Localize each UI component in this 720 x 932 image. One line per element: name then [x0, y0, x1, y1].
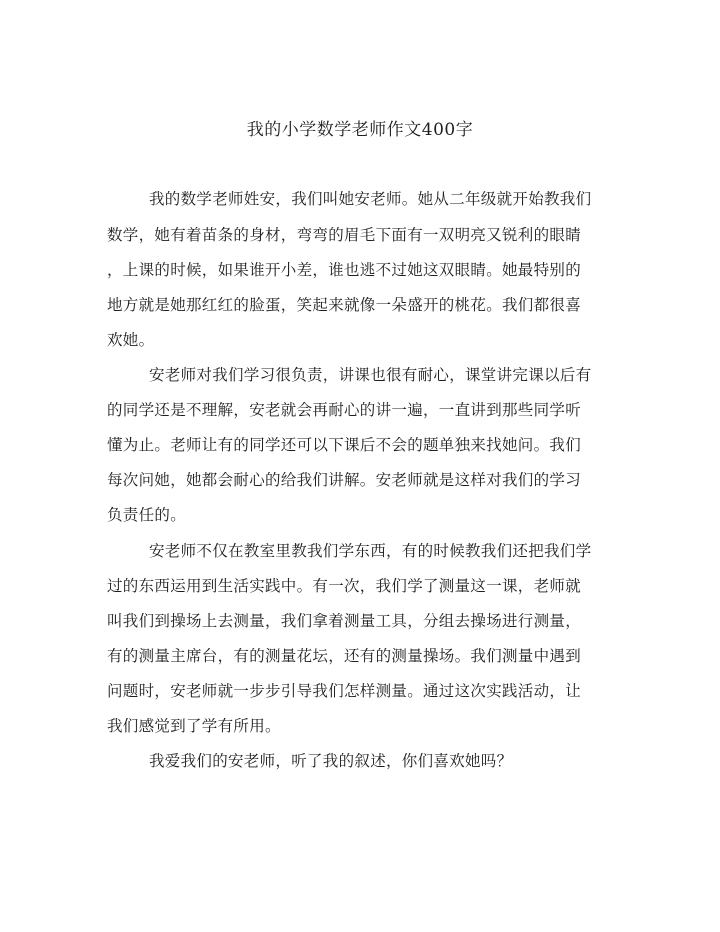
paragraph-3-line-6: 我们感觉到了学有所用。 [107, 717, 281, 735]
paragraph-3-line-1: 安老师不仅在教室里教我们学东西，有的时候教我们还把我们学 [149, 542, 592, 560]
paragraph-1-line-2: 数学，她有着苗条的身材，弯弯的眉毛下面有一双明亮又锐利的眼睛 [107, 226, 582, 244]
paragraph-3-line-5: 问题时，安老师就一步步引导我们怎样测量。通过这次实践活动，让 [107, 682, 582, 700]
paragraph-2-line-3: 懂为止。老师让有的同学还可以下课后不会的题单独来找她问。我们 [107, 436, 582, 454]
paragraph-1-line-5: 欢她。 [107, 331, 155, 349]
page-title: 我的小学数学老师作文400字 [246, 120, 474, 140]
paragraph-2-line-2: 的同学还是不理解，安老就会再耐心的讲一遍，一直讲到那些同学听 [107, 401, 582, 419]
paragraph-2-line-4: 每次问她，她都会耐心的给我们讲解。安老师就是这样对我们的学习 [107, 471, 582, 489]
paragraph-2-line-5: 负责任的。 [107, 506, 187, 524]
paragraph-2-line-1: 安老师对我们学习很负责，讲课也很有耐心，课堂讲完课以后有 [149, 366, 592, 384]
paragraph-4-line-1: 我爱我们的安老师，听了我的叙述，你们喜欢她吗？ [149, 752, 513, 770]
paragraph-3-line-2: 过的东西运用到生活实践中。有一次，我们学了测量这一课，老师就 [107, 577, 582, 595]
paragraph-1-line-1: 我的数学老师姓安，我们叫她安老师。她从二年级就开始教我们 [149, 190, 592, 208]
paragraph-1-line-4: 地方就是她那红红的脸蛋，笑起来就像一朵盛开的桃花。我们都很喜 [107, 296, 582, 314]
paragraph-3-line-4: 有的测量主席台，有的测量花坛，还有的测量操场。我们测量中遇到 [107, 647, 582, 665]
paragraph-1-line-3: ，上课的时候，如果谁开小差，谁也逃不过她这双眼睛。她最特别的 [107, 261, 582, 279]
paragraph-3-line-3: 叫我们到操场上去测量，我们拿着测量工具，分组去操场进行测量， [107, 612, 582, 630]
